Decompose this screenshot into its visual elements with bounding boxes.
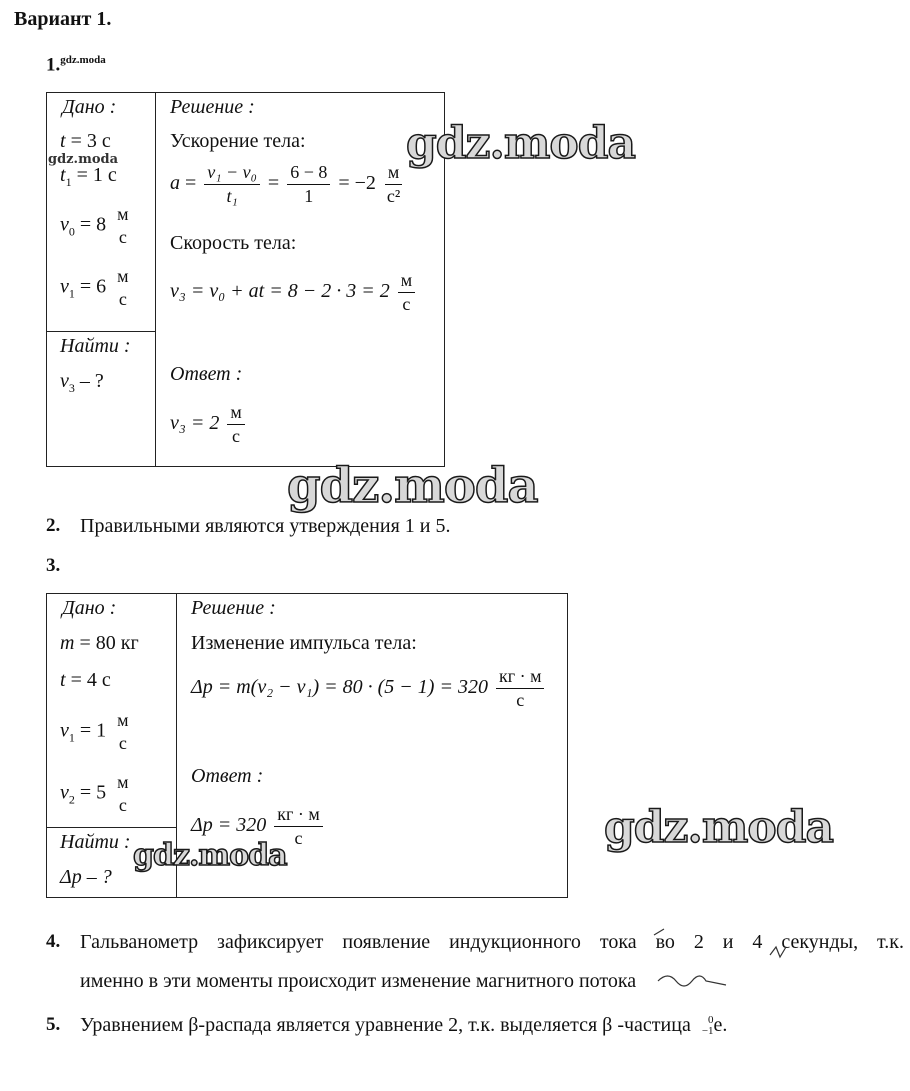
watermark: gdz.moda bbox=[133, 838, 287, 873]
task5-number: 5. bbox=[46, 1014, 61, 1035]
task3-find: Δp – ? bbox=[60, 866, 112, 888]
task1-number: 1.$^{gdz.moda}$ bbox=[46, 54, 106, 76]
watermark: gdz.moda bbox=[406, 118, 636, 169]
task2-number: 2. bbox=[46, 515, 61, 536]
task5-body: Уравнением β-распада является уравнение 2, т.к. выделяется β -частица bbox=[80, 1014, 691, 1036]
task1-given-t: t = 3 с bbox=[60, 130, 111, 152]
pen-scribble bbox=[650, 925, 830, 995]
electron-notation: 0 −1 bbox=[701, 1014, 714, 1038]
task1-find-label: Найти : bbox=[60, 335, 131, 357]
task1-given-t1: $t_1 = 1$ с bbox=[60, 164, 117, 189]
task3-step1-label: Изменение импульса тела: bbox=[191, 632, 417, 654]
task1-find: $v_3$ – ? bbox=[60, 370, 104, 395]
task2-text: Правильными являются утверждения 1 и 5. bbox=[80, 515, 451, 537]
task1-solution-label: Решение : bbox=[170, 96, 255, 118]
task4-line1: Гальванометр зафиксирует появление индукционного тока во 2 и 4 секунды, т.к. bbox=[80, 931, 904, 953]
task1-given-label: Дано : bbox=[62, 96, 117, 118]
task3-given-t: t = 4 с bbox=[60, 669, 111, 691]
task1-answer: v₃ = 2 $\frac{м}{с}$ bbox=[170, 402, 248, 446]
task1-answer-label: Ответ : bbox=[170, 363, 243, 385]
task3-given-v1: $v_1 = 1$ м с bbox=[60, 710, 129, 753]
task3-number: 3. bbox=[46, 555, 61, 576]
task3-given-find-divider bbox=[46, 827, 177, 828]
task1-divider bbox=[155, 92, 156, 467]
task4-line2: именно в эти моменты происходит изменение магнитного потока bbox=[80, 970, 637, 992]
watermark: gdz.moda bbox=[287, 458, 538, 514]
task5-text: Уравнением β-распада является уравнение 2, т.к. выделяется β -частица 0 −1 e. bbox=[80, 1014, 728, 1038]
task1-given-v1: $v_1 = 6$ м с bbox=[60, 266, 129, 309]
task3-eq-impulse: Δp = m(v₂ − v₁) = 80 · (5 − 1) = 320 $\frac{кг \cdot м}{с}$ bbox=[191, 666, 547, 710]
task3-answer-label: Ответ : bbox=[191, 765, 264, 787]
task4-number: 4. bbox=[46, 931, 61, 952]
task3-find-label: Найти : bbox=[60, 831, 131, 853]
task1-given-v0: $v_0 = 8$ м с bbox=[60, 204, 129, 247]
task3-solution-label: Решение : bbox=[191, 597, 276, 619]
task3-answer: Δp = 320 $\frac{кг \cdot м}{с}$ bbox=[191, 804, 326, 848]
task1-step1-label: Ускорение тела: bbox=[170, 130, 306, 152]
task1-given-find-divider bbox=[46, 331, 156, 332]
task1-eq-velocity: v₃ = v₀ + at = 8 − 2 · 3 = 2 $\frac{м}{с}$ bbox=[170, 270, 418, 314]
task1-eq-acceleration: a = $\frac{\text{v₁ − v₀}}{\text{t₁}}$ = $\frac{6 - 8}{1}$ = −2 $\frac{м}{\text{с²}}$ bbox=[170, 162, 401, 206]
task3-given-m: m = 80 кг bbox=[60, 632, 139, 654]
watermark-small: gdz.moda bbox=[60, 54, 106, 66]
watermark-small: gdz.moda bbox=[48, 152, 119, 167]
task1-step2-label: Скорость тела: bbox=[170, 232, 297, 254]
task3-given-v2: $v_2 = 5$ м с bbox=[60, 772, 129, 815]
page-title: Вариант 1. bbox=[14, 8, 112, 30]
task3-given-label: Дано : bbox=[62, 597, 117, 619]
watermark: gdz.moda bbox=[604, 802, 834, 853]
